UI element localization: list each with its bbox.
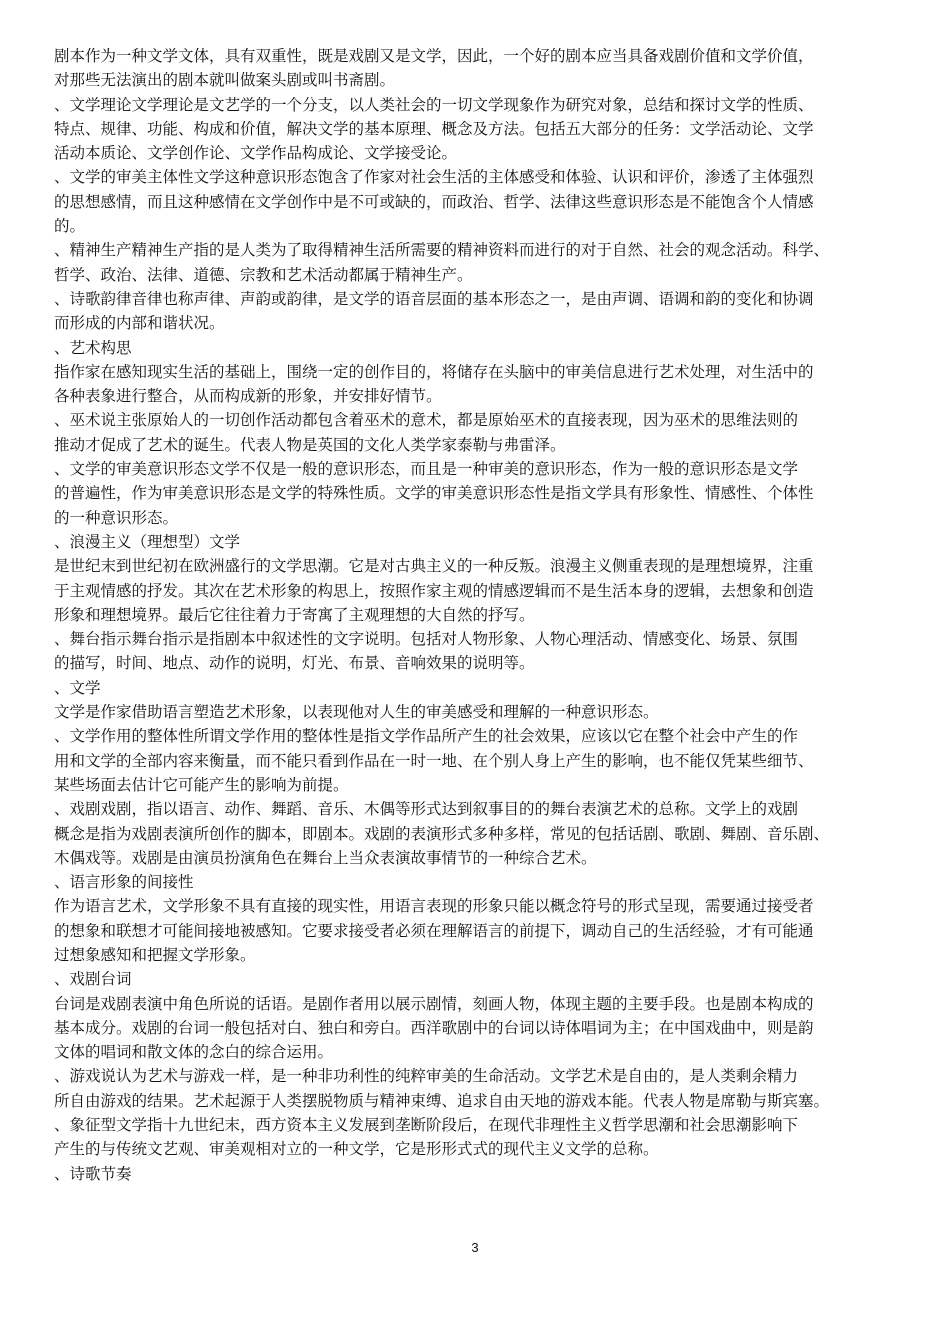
text-line: 形象和理想境界。最后它往往着力于寄寓了主观理想的大自然的抒写。: [54, 605, 535, 624]
text-line: 、语言形象的间接性: [54, 873, 194, 892]
text-line: 对那些无法演出的剧本就叫做案头剧或叫书斋剧。: [54, 71, 396, 90]
text-line: 、戏剧戏剧，指以语言、动作、舞蹈、音乐、木偶等形式达到叙事目的的舞台表演艺术的总称。文学上的戏剧: [54, 800, 799, 819]
text-line: 哲学、政治、法律、道德、宗教和艺术活动都属于精神生产。: [54, 265, 473, 284]
text-line: 的描写，时间、地点、动作的说明，灯光、布景、音响效果的说明等。: [54, 654, 535, 673]
text-line: 产生的与传统文艺观、审美观相对立的一种文学，它是形形式式的现代主义文学的总称。: [54, 1140, 659, 1159]
text-line: 活动本质论、文学创作论、文学作品构成论、文学接受论。: [54, 144, 458, 163]
text-line: 过想象感知和把握文学形象。: [54, 945, 256, 964]
text-line: 木偶戏等。戏剧是由演员扮演角色在舞台上当众表演故事情节的一种综合艺术。: [54, 848, 597, 867]
text-line: 概念是指为戏剧表演所创作的脚本，即剧本。戏剧的表演形式多种多样，常见的包括话剧、歌剧、舞剧、音乐剧、: [54, 824, 830, 843]
text-line: 、巫术说主张原始人的一切创作活动都包含着巫术的意术，都是原始巫术的直接表现，因为巫术的思维法则的: [54, 411, 799, 430]
text-line: 文体的唱词和散文体的念白的综合运用。: [54, 1043, 334, 1062]
text-line: 、戏剧台词: [54, 970, 132, 989]
text-line: 剧本作为一种文学文体，具有双重性，既是戏剧又是文学，因此，一个好的剧本应当具备戏剧价值和文学价值，: [54, 47, 814, 65]
document-body: [54, 44, 910, 1186]
text-line: 推动才促成了艺术的诞生。代表人物是英国的文化人类学家泰勒与弗雷泽。: [54, 435, 566, 454]
text-line: 、文学的审美主体性文学这种意识形态饱含了作家对社会生活的主体感受和体验、认识和评价，渗透了主体强烈: [54, 168, 814, 187]
text-line: 的普遍性，作为审美意识形态是文学的特殊性质。文学的审美意识形态性是指文学具有形象性、情感性、个体性: [54, 484, 814, 503]
text-line: 、艺术构思: [54, 338, 132, 357]
text-line: 、文学作用的整体性所谓文学作用的整体性是指文学作品所产生的社会效果，应该以它在整个社会中产生的作: [54, 727, 799, 746]
text-line: 而形成的内部和谐状况。: [54, 314, 225, 333]
text-line: 所自由游戏的结果。艺术起源于人类摆脱物质与精神束缚、追求自由天地的游戏本能。代表人物是席勒与斯宾塞。: [54, 1091, 830, 1110]
text-line: 指作家在感知现实生活的基础上，围绕一定的创作目的，将储存在头脑中的审美信息进行艺术处理，对生活中的: [54, 362, 814, 381]
page-number: 3: [471, 1240, 479, 1255]
text-line: 的。: [54, 217, 86, 236]
text-line: 、浪漫主义（理想型）文学: [54, 532, 241, 551]
text-line: 、诗歌节奏: [54, 1164, 132, 1183]
text-line: 于主观情感的抒发。其次在艺术形象的构思上，按照作家主观的情感逻辑而不是生活本身的逻辑，去想象和创造: [54, 581, 814, 600]
text-line: 、文学理论文学理论是文艺学的一个分支，以人类社会的一切文学现象作为研究对象，总结和探讨文学的性质、: [54, 95, 814, 114]
text-line: 、文学的审美意识形态文学不仅是一般的意识形态，而且是一种审美的意识形态，作为一般的意识形态是文学: [54, 460, 799, 479]
text-line: 特点、规律、功能、构成和价值，解决文学的基本原理、概念及方法。包括五大部分的任务：文学活动论、文学: [54, 119, 814, 138]
text-line: 各种表象进行整合，从而构成新的形象，并安排好情节。: [54, 387, 442, 406]
text-line: 、精神生产精神生产指的是人类为了取得精神生活所需要的精神资料而进行的对于自然、社会的观念活动。科学、: [54, 241, 830, 260]
text-line: 文学是作家借助语言塑造艺术形象，以表现他对人生的审美感受和理解的一种意识形态。: [54, 703, 659, 722]
text-line: 的思想感情，而且这种感情在文学创作中是不可或缺的，而政治、哲学、法律这些意识形态是不能饱含个人情感: [54, 192, 814, 211]
text-line: 台词是戏剧表演中角色所说的话语。是剧作者用以展示剧情，刻画人物，体现主题的主要手段。也是剧本构成的: [54, 994, 814, 1013]
text-line: 用和文学的全部内容来衡量，而不能只看到作品在一时一地、在个别人身上产生的影响，也不能仅凭某些细节、: [54, 751, 814, 770]
text-line: 、象征型文学指十九世纪末，西方资本主义发展到垄断阶段后，在现代非理性主义哲学思潮和社会思潮影响下: [54, 1116, 799, 1135]
text-line: 、文学: [54, 678, 101, 697]
text-line: 某些场面去估计它可能产生的影响为前提。: [54, 775, 349, 794]
text-line: 、游戏说认为艺术与游戏一样，是一种非功利性的纯粹审美的生命活动。文学艺术是自由的，是人类剩余精力: [54, 1067, 799, 1086]
text-line: 的想象和联想才可能间接地被感知。它要求接受者必须在理解语言的前提下，调动自己的生活经验，才有可能通: [54, 921, 814, 940]
text-line: 作为语言艺术，文学形象不具有直接的现实性，用语言表现的形象只能以概念符号的形式呈现，需要通过接受者: [54, 897, 814, 916]
text-line: 、诗歌韵律音律也称声律、声韵或韵律，是文学的语音层面的基本形态之一，是由声调、语调和韵的变化和协调: [54, 289, 814, 308]
text-line: 是世纪末到世纪初在欧洲盛行的文学思潮。它是对古典主义的一种反叛。浪漫主义侧重表现的是理想境界，注重: [54, 557, 814, 576]
text-line: 、舞台指示舞台指示是指剧本中叙述性的文字说明。包括对人物形象、人物心理活动、情感变化、场景、氛围: [54, 630, 799, 649]
text-line: 基本成分。戏剧的台词一般包括对白、独白和旁白。西洋歌剧中的台词以诗体唱词为主；在中国戏曲中，则是韵: [54, 1018, 814, 1037]
text-line: 的一种意识形态。: [54, 508, 179, 527]
